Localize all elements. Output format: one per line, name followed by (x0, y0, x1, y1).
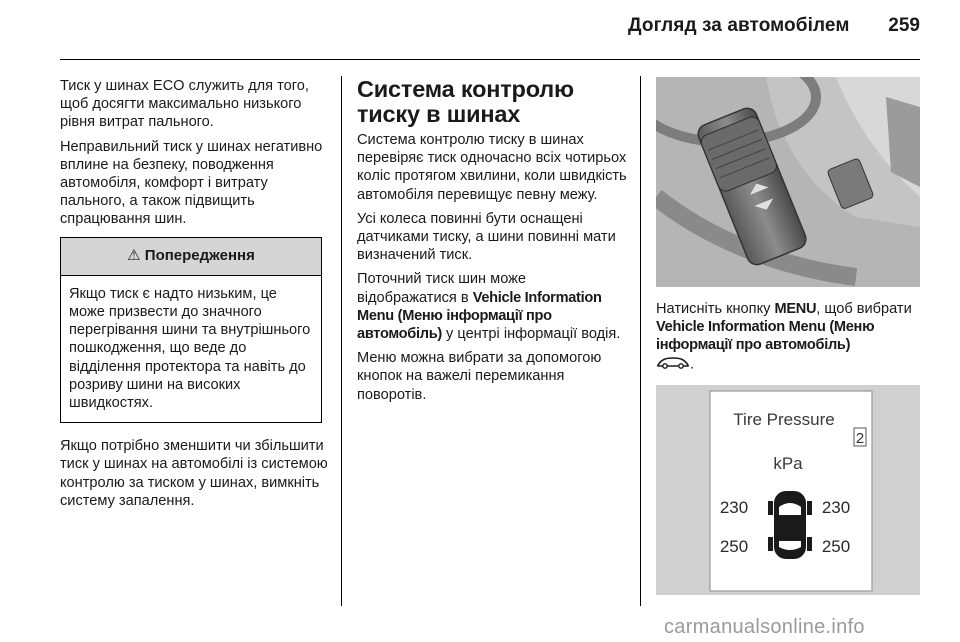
page-header-title: Догляд за автомобілем (628, 15, 850, 36)
column-divider-left (341, 76, 342, 606)
paragraph-sensors: Усі колеса повинні бути оснащені датчиками тиску, а шини повинні мати визначений тиск. (357, 210, 616, 264)
vehicle-information-menu-label: Vehicle Information Menu (Меню інформації про автомобіль) (357, 289, 602, 343)
paragraph-menu-select: Меню можна вибрати за допомогою кнопок на важелі перемикання поворотів. (357, 350, 602, 403)
paragraph-press-menu: Натисніть кнопку MENU, щоб вибрати Vehicle Information Menu (Меню інформації про автомобіль) . (656, 301, 912, 373)
paragraph-incorrect-pressure: Неправильний тиск у шинах негативно вплине на безпеку, поводження автомобіля, комфорт і витрату пального, а також підвищить спрацювання шин. (60, 138, 323, 228)
section-heading: Система контролю тиску в шинах (357, 76, 574, 127)
pressure-front-right: 230 (821, 498, 851, 517)
column-left (60, 77, 330, 516)
warning-text: Якщо тиск є надто низьким, це може призвести до значного перегрівання шини та внутрішнього пошкодження, що веде до відділення протектора та навіть до розриву шини на високих швидкостях. (69, 285, 311, 412)
paragraph-current-pressure: Поточний тиск шин може відображатися в Vehicle Information Menu (Меню інформації про автомобіль) у центрі інформації водія. (357, 271, 621, 343)
warning-box (60, 237, 322, 424)
column-divider-right (640, 76, 641, 606)
warning-header (61, 238, 321, 276)
pressure-front-left: 230 (719, 498, 749, 517)
display-unit: kPa (773, 454, 803, 473)
column-middle (357, 77, 627, 410)
display-title: Tire Pressure (733, 410, 835, 429)
menu-button-label: MENU (774, 301, 817, 317)
tire-pressure-display-illustration (656, 385, 920, 595)
paragraph-system-checks: Система контролю тиску в шинах перевіряє тиск одночасно всіх чотирьох коліс протягом хвилини, коли швидкість автомобіля перевищує певну межу. (357, 132, 627, 203)
warning-title: Попередження (144, 246, 255, 264)
column-right-text (656, 300, 920, 380)
display-page-indicator: 2 (855, 430, 865, 447)
pressure-rear-left: 250 (719, 537, 749, 556)
car-icon (656, 355, 690, 374)
pressure-rear-right: 250 (821, 537, 851, 556)
warning-triangle-icon: ⚠ (127, 246, 141, 264)
paragraph-adjust-pressure: Якщо потрібно зменшити чи збільшити тиск у шинах на автомобілі із системою контролю за тиском у шинах, вимкніть систему запалення. (60, 438, 328, 509)
paragraph-eco-pressure: Тиск у шинах ECO служить для того, щоб досягти максимально низького рівня витрат пального. (60, 78, 309, 131)
turn-signal-lever-illustration (656, 77, 920, 287)
watermark-text: carmanualsonline.info (664, 616, 865, 638)
vehicle-information-menu-label-2: Vehicle Information Menu (Меню інформації про автомобіль) (656, 319, 875, 354)
header-divider (60, 59, 920, 60)
page-number: 259 (888, 15, 920, 36)
car-top-view-icon (768, 491, 812, 559)
